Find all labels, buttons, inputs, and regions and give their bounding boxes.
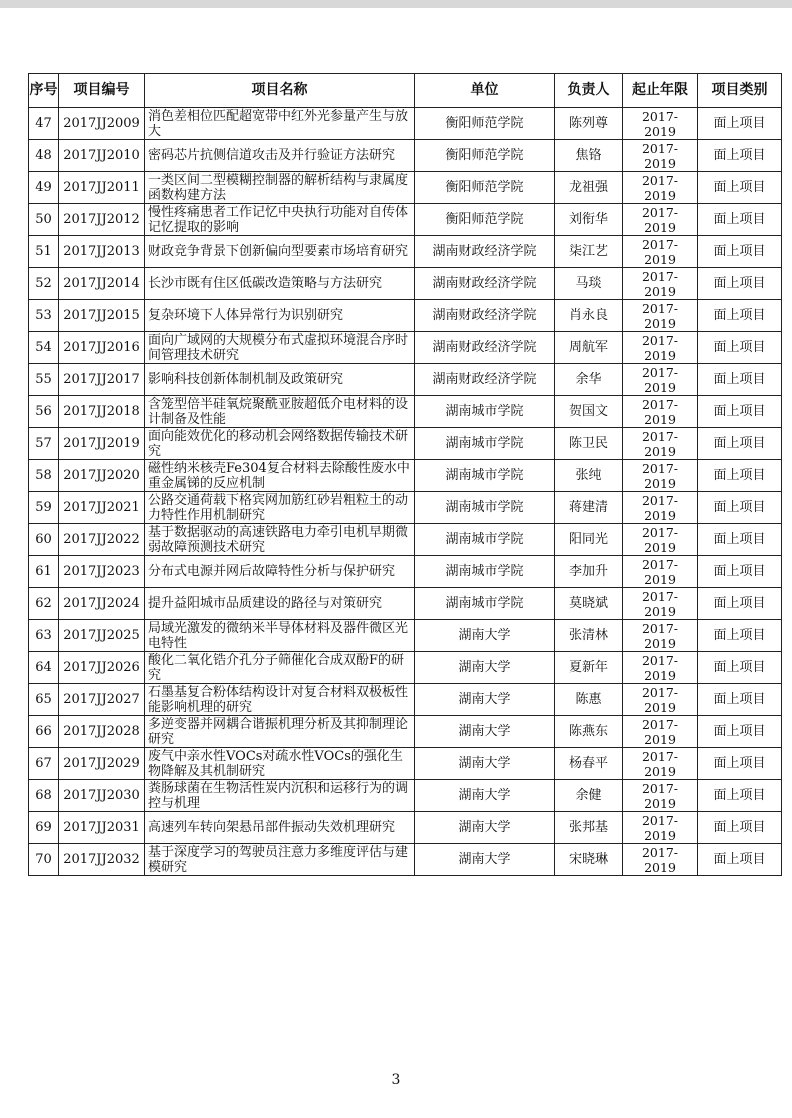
row-name: 面向广域网的大规模分布式虚拟环境混合序时间管理技术研究 [145,332,415,364]
row-years [623,652,698,684]
row-year-start: 2017- [641,748,679,764]
row-leader: 肖永良 [555,300,623,332]
row-code: 2017JJ2014 [59,268,145,300]
row-unit: 湖南财政经济学院 [415,236,555,268]
row-code: 2017JJ2021 [59,492,145,524]
row-code: 2017JJ2015 [59,300,145,332]
row-no: 58 [29,460,59,492]
row-name: 密码芯片抗侧信道攻击及并行验证方法研究 [145,140,415,172]
row-no: 66 [29,716,59,748]
row-name: 含笼型倍半硅氧烷聚酰亚胺超低介电材料的设计制备及性能 [145,396,415,428]
row-years [623,364,698,396]
table-row [29,172,782,204]
row-year-start: 2017- [641,812,679,828]
row-unit: 湖南大学 [415,780,555,812]
row-year-end: 2019 [644,603,676,619]
row-unit: 湖南大学 [415,748,555,780]
row-unit: 湖南城市学院 [415,492,555,524]
row-unit: 湖南财政经济学院 [415,268,555,300]
row-category: 面上项目 [698,588,782,620]
row-code: 2017JJ2023 [59,556,145,588]
row-year-start: 2017- [641,364,679,380]
row-category: 面上项目 [698,716,782,748]
projects-table [28,73,782,876]
row-no: 70 [29,844,59,876]
row-code: 2017JJ2028 [59,716,145,748]
row-no: 62 [29,588,59,620]
table-row [29,332,782,364]
row-code: 2017JJ2018 [59,396,145,428]
row-unit: 湖南城市学院 [415,460,555,492]
table-row [29,716,782,748]
table-row [29,492,782,524]
table-body [29,108,782,876]
table-row [29,396,782,428]
row-years [623,396,698,428]
row-year-end: 2019 [644,571,676,587]
row-no: 65 [29,684,59,716]
header-code: 项目编号 [59,74,145,108]
row-leader: 蒋建清 [555,492,623,524]
row-year-end: 2019 [644,347,676,363]
row-year-start: 2017- [641,588,679,604]
row-no: 69 [29,812,59,844]
header-name: 项目名称 [145,74,415,108]
row-category: 面上项目 [698,108,782,140]
row-leader: 焦铬 [555,140,623,172]
row-name: 多逆变器并网耦合谐振机理分析及其抑制理论研究 [145,716,415,748]
row-leader: 马琰 [555,268,623,300]
row-years [623,108,698,140]
page-number: 3 [391,1072,401,1088]
row-no: 59 [29,492,59,524]
row-code: 2017JJ2029 [59,748,145,780]
row-category: 面上项目 [698,684,782,716]
row-unit: 湖南城市学院 [415,556,555,588]
row-category: 面上项目 [698,236,782,268]
row-code: 2017JJ2013 [59,236,145,268]
row-code: 2017JJ2032 [59,844,145,876]
row-year-end: 2019 [644,315,676,331]
row-category: 面上项目 [698,204,782,236]
row-unit: 湖南城市学院 [415,396,555,428]
row-leader: 宋晓琳 [555,844,623,876]
row-year-start: 2017- [641,172,679,188]
row-no: 49 [29,172,59,204]
row-leader: 阳同光 [555,524,623,556]
table-row [29,300,782,332]
row-unit: 湖南大学 [415,844,555,876]
row-no: 68 [29,780,59,812]
row-year-end: 2019 [644,251,676,267]
row-category: 面上项目 [698,780,782,812]
row-year-end: 2019 [644,123,676,139]
row-leader: 陈列尊 [555,108,623,140]
row-years [623,428,698,460]
row-year-start: 2017- [641,332,679,348]
row-year-end: 2019 [644,859,676,875]
row-year-end: 2019 [644,155,676,171]
row-year-start: 2017- [641,620,679,636]
row-years [623,684,698,716]
row-unit: 湖南财政经济学院 [415,332,555,364]
row-no: 57 [29,428,59,460]
row-years [623,460,698,492]
row-year-end: 2019 [644,283,676,299]
row-name: 面向能效优化的移动机会网络数据传输技术研究 [145,428,415,460]
row-no: 53 [29,300,59,332]
header-leader: 负责人 [555,74,623,108]
row-leader: 李加升 [555,556,623,588]
row-leader: 余健 [555,780,623,812]
row-category: 面上项目 [698,172,782,204]
row-years [623,716,698,748]
header-category: 项目类别 [698,74,782,108]
row-category: 面上项目 [698,844,782,876]
row-unit: 衡阳师范学院 [415,204,555,236]
row-name: 磁性纳米核壳Fe304复合材料去除酸性废水中重金属锑的反应机制 [145,460,415,492]
row-no: 47 [29,108,59,140]
row-name: 石墨基复合粉体结构设计对复合材料双极板性能影响机理的研究 [145,684,415,716]
row-year-start: 2017- [641,300,679,316]
row-leader: 张清林 [555,620,623,652]
table-row [29,556,782,588]
row-year-start: 2017- [641,460,679,476]
row-leader: 杨春平 [555,748,623,780]
row-year-start: 2017- [641,140,679,156]
header-unit: 单位 [415,74,555,108]
row-name: 复杂环境下人体异常行为识别研究 [145,300,415,332]
row-code: 2017JJ2016 [59,332,145,364]
row-year-start: 2017- [641,652,679,668]
table-row [29,364,782,396]
row-no: 51 [29,236,59,268]
row-leader: 周航军 [555,332,623,364]
row-year-end: 2019 [644,187,676,203]
table-row [29,780,782,812]
row-code: 2017JJ2027 [59,684,145,716]
row-code: 2017JJ2017 [59,364,145,396]
row-unit: 湖南财政经济学院 [415,300,555,332]
row-category: 面上项目 [698,268,782,300]
row-unit: 衡阳师范学院 [415,140,555,172]
row-no: 67 [29,748,59,780]
row-no: 56 [29,396,59,428]
table-row [29,268,782,300]
header-row [29,74,782,108]
row-year-start: 2017- [641,236,679,252]
row-code: 2017JJ2009 [59,108,145,140]
row-years [623,204,698,236]
row-years [623,556,698,588]
row-name: 局域光激发的微纳米半导体材料及器件微区光电特性 [145,620,415,652]
row-name: 基于深度学习的驾驶员注意力多维度评估与建模研究 [145,844,415,876]
row-name: 长沙市既有住区低碳改造策略与方法研究 [145,268,415,300]
row-year-start: 2017- [641,556,679,572]
header-no: 序号 [29,74,59,108]
table-row [29,236,782,268]
row-name: 分布式电源并网后故障特性分析与保护研究 [145,556,415,588]
row-category: 面上项目 [698,364,782,396]
row-years [623,172,698,204]
row-year-end: 2019 [644,411,676,427]
row-unit: 湖南大学 [415,684,555,716]
row-year-end: 2019 [644,507,676,523]
row-no: 63 [29,620,59,652]
row-leader: 柒江艺 [555,236,623,268]
row-name: 提升益阳城市品质建设的路径与对策研究 [145,588,415,620]
row-year-start: 2017- [641,428,679,444]
row-code: 2017JJ2010 [59,140,145,172]
row-unit: 湖南城市学院 [415,588,555,620]
table-row [29,748,782,780]
row-year-end: 2019 [644,443,676,459]
table-row [29,812,782,844]
row-name: 粪肠球菌在生物活性炭内沉积和运移行为的调控与机理 [145,780,415,812]
row-year-end: 2019 [644,475,676,491]
row-code: 2017JJ2011 [59,172,145,204]
row-name: 基于数据驱动的高速铁路电力牵引电机早期微弱故障预测技术研究 [145,524,415,556]
row-year-start: 2017- [641,684,679,700]
row-years [623,780,698,812]
row-unit: 湖南城市学院 [415,428,555,460]
row-category: 面上项目 [698,524,782,556]
row-leader: 陈燕东 [555,716,623,748]
row-category: 面上项目 [698,140,782,172]
row-unit: 湖南城市学院 [415,524,555,556]
row-year-end: 2019 [644,827,676,843]
row-name: 高速列车转向架悬吊部件振动失效机理研究 [145,812,415,844]
row-name: 慢性疼痛患者工作记忆中央执行功能对自传体记忆提取的影响 [145,204,415,236]
row-leader: 陈惠 [555,684,623,716]
row-category: 面上项目 [698,460,782,492]
row-years [623,588,698,620]
row-leader: 陈卫民 [555,428,623,460]
row-leader: 莫晓斌 [555,588,623,620]
table-row [29,460,782,492]
row-category: 面上项目 [698,396,782,428]
row-name: 财政竞争背景下创新偏向型要素市场培育研究 [145,236,415,268]
row-code: 2017JJ2024 [59,588,145,620]
row-name: 消色差相位匹配超宽带中红外光参量产生与放大 [145,108,415,140]
row-years [623,748,698,780]
row-unit: 湖南大学 [415,652,555,684]
row-year-end: 2019 [644,635,676,651]
row-year-start: 2017- [641,204,679,220]
row-no: 60 [29,524,59,556]
row-category: 面上项目 [698,652,782,684]
row-code: 2017JJ2026 [59,652,145,684]
row-year-start: 2017- [641,524,679,540]
row-category: 面上项目 [698,556,782,588]
row-category: 面上项目 [698,300,782,332]
row-leader: 张纯 [555,460,623,492]
row-name: 废气中亲水性VOCs对疏水性VOCs的强化生物降解及其机制研究 [145,748,415,780]
table-row [29,140,782,172]
row-category: 面上项目 [698,428,782,460]
row-year-end: 2019 [644,763,676,779]
row-leader: 刘衔华 [555,204,623,236]
row-years [623,524,698,556]
row-category: 面上项目 [698,332,782,364]
table-row [29,428,782,460]
row-name: 一类区间二型模糊控制器的解析结构与隶属度函数构建方法 [145,172,415,204]
row-years [623,268,698,300]
row-unit: 湖南财政经济学院 [415,364,555,396]
row-category: 面上项目 [698,492,782,524]
row-year-start: 2017- [641,780,679,796]
row-no: 61 [29,556,59,588]
row-name: 酸化二氧化锆介孔分子筛催化合成双酚F的研究 [145,652,415,684]
row-category: 面上项目 [698,620,782,652]
row-year-end: 2019 [644,667,676,683]
row-category: 面上项目 [698,748,782,780]
row-year-end: 2019 [644,699,676,715]
row-no: 54 [29,332,59,364]
row-year-start: 2017- [641,492,679,508]
row-code: 2017JJ2012 [59,204,145,236]
row-code: 2017JJ2030 [59,780,145,812]
row-leader: 贺国文 [555,396,623,428]
row-years [623,236,698,268]
row-years [623,844,698,876]
row-leader: 余华 [555,364,623,396]
row-unit: 湖南大学 [415,620,555,652]
row-no: 50 [29,204,59,236]
row-year-start: 2017- [641,108,679,124]
row-year-end: 2019 [644,379,676,395]
scan-top-strip [0,0,792,8]
table-row [29,652,782,684]
row-leader: 龙祖强 [555,172,623,204]
row-category: 面上项目 [698,812,782,844]
row-years [623,332,698,364]
header-years: 起止年限 [623,74,698,108]
row-year-end: 2019 [644,539,676,555]
row-leader: 夏新年 [555,652,623,684]
row-no: 55 [29,364,59,396]
row-unit: 衡阳师范学院 [415,172,555,204]
table-row [29,524,782,556]
row-no: 64 [29,652,59,684]
row-years [623,492,698,524]
row-code: 2017JJ2019 [59,428,145,460]
row-name: 公路交通荷载下格宾网加筋红砂岩粗粒土的动力特性作用机制研究 [145,492,415,524]
row-unit: 湖南大学 [415,812,555,844]
row-no: 48 [29,140,59,172]
row-year-start: 2017- [641,844,679,860]
row-years [623,300,698,332]
row-years [623,140,698,172]
row-code: 2017JJ2025 [59,620,145,652]
row-name: 影响科技创新体制机制及政策研究 [145,364,415,396]
table-row [29,844,782,876]
row-code: 2017JJ2022 [59,524,145,556]
row-unit: 衡阳师范学院 [415,108,555,140]
table-row [29,588,782,620]
table-row [29,108,782,140]
row-code: 2017JJ2031 [59,812,145,844]
row-years [623,620,698,652]
row-year-end: 2019 [644,219,676,235]
table-row [29,620,782,652]
row-code: 2017JJ2020 [59,460,145,492]
row-no: 52 [29,268,59,300]
row-year-end: 2019 [644,795,676,811]
row-year-start: 2017- [641,268,679,284]
table-row [29,204,782,236]
row-year-start: 2017- [641,716,679,732]
row-unit: 湖南大学 [415,716,555,748]
row-leader: 张邦基 [555,812,623,844]
row-year-end: 2019 [644,731,676,747]
row-years [623,812,698,844]
row-year-start: 2017- [641,396,679,412]
table-row [29,684,782,716]
